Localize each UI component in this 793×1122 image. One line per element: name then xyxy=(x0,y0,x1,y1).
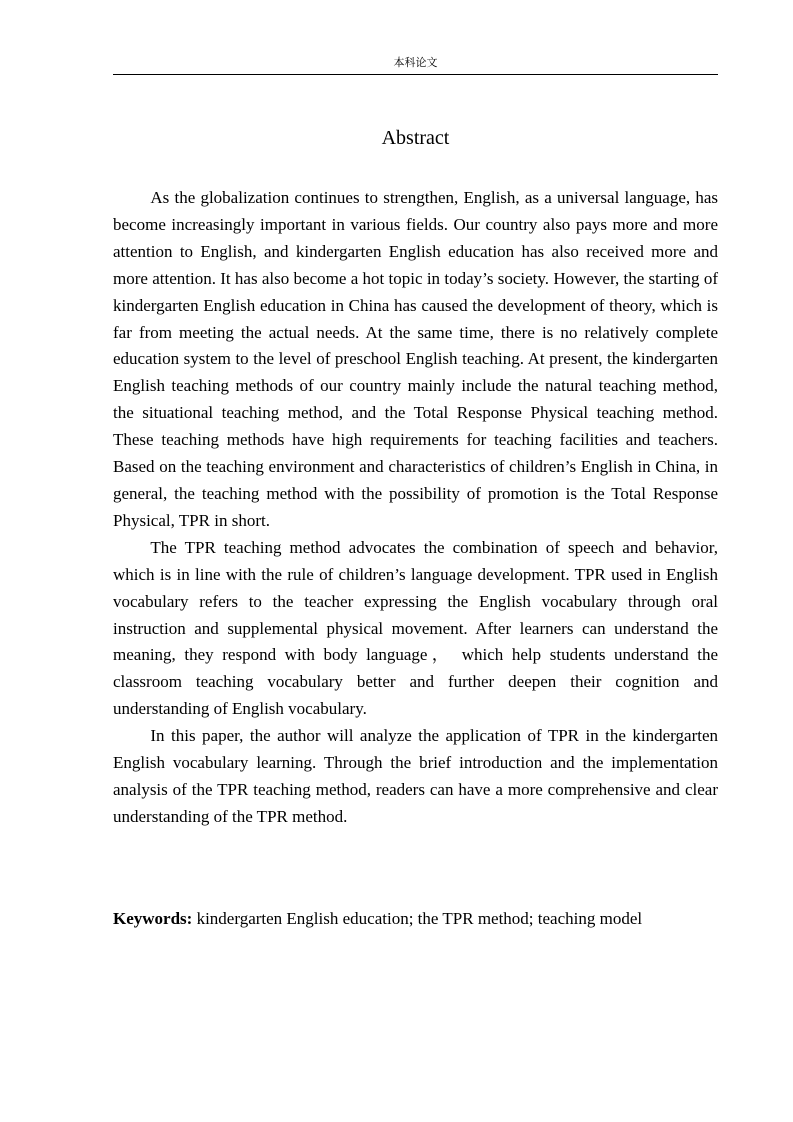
keywords-line xyxy=(113,906,718,932)
header-rule xyxy=(113,74,718,75)
keywords-label: Keywords: xyxy=(113,909,193,928)
keywords-text: kindergarten English education; the TPR method; teaching model xyxy=(196,909,643,928)
abstract-paragraph-2: The TPR teaching method advocates the combination of speech and behavior, which is in line with the rule of children’s language development. TPR used in English vocabulary refers to the teacher expressing the English vocabulary through oral instruction and supplemental physical movement. After learners can understand the meaning, they respond with body language， which help students understand the classroom teaching vocabulary better and further deepen their cognition and understanding of English vocabulary. xyxy=(113,537,718,719)
abstract-paragraph-3: In this paper, the author will analyze the application of TPR in the kindergarten English vocabulary learning. Through the brief introduction and the implementation analysis of the TPR teaching method, readers can have a more comprehensive and clear understanding of the TPR method. xyxy=(113,726,718,826)
abstract-title: Abstract xyxy=(381,127,450,149)
running-header: 本科论文 xyxy=(393,56,438,69)
abstract-paragraph-1: As the globalization continues to strengthen, English, as a universal language, has become increasingly important in various fields. Our country also pays more and more attention to English, and kindergarten English education has also received more and more attention. It has also become a hot topic in today’s society. However, the starting of kindergarten English education in China has caused the development of theory, which is far from meeting the actual needs. At the same time, there is no relatively complete education system to the level of preschool English teaching. At present, the kindergarten English teaching methods of our country mainly include the natural teaching method, the situational teaching method, and the Total Response Physical teaching method. These teaching methods have high requirements for teaching facilities and teachers. Based on the teaching environment and characteristics of children’s English in China, in general, the teaching method with the possibility of promotion is the Total Response Physical, TPR in short. xyxy=(113,188,718,530)
abstract-body xyxy=(113,185,718,831)
